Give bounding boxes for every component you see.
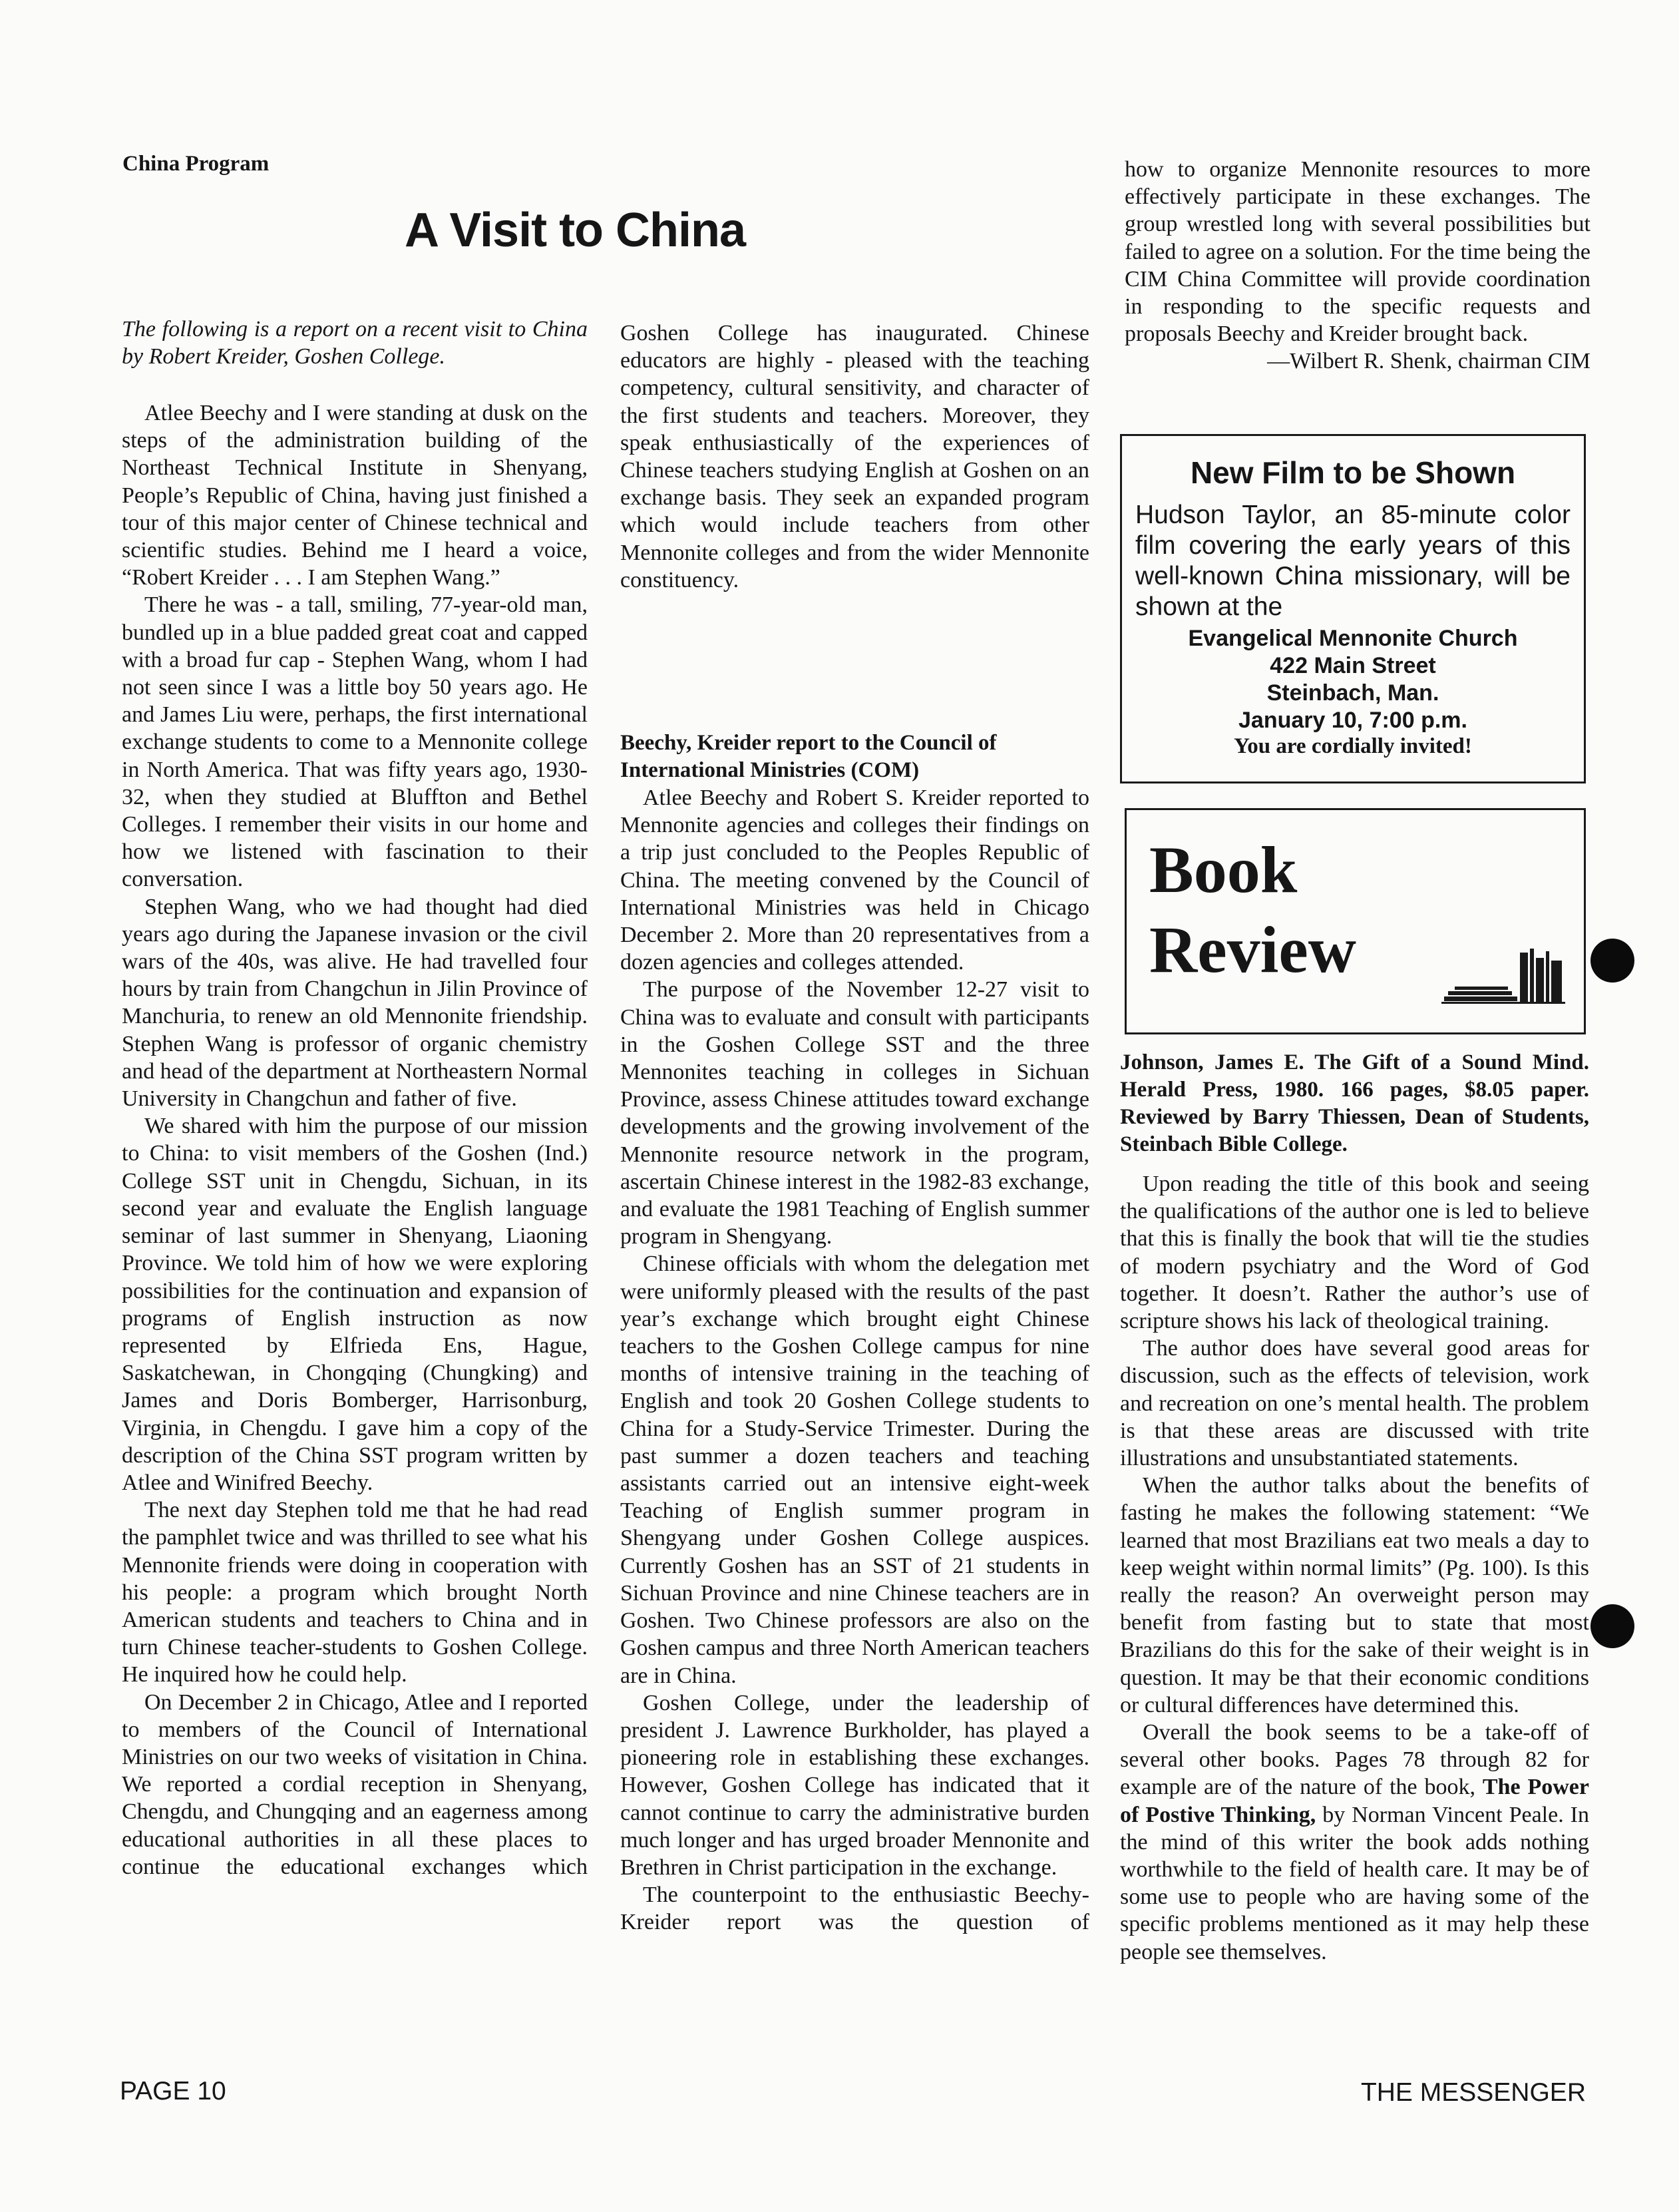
article-paragraph: Goshen College has inaugurated. Chinese educators are highly - pleased with the teaching competency, cultural sensitivity, and character of the first students and teachers. Moreover, they speak enthusiastically of the experiences of Chinese teachers studying English at Goshen on an exchange basis. They seek an expanded program which would include teachers from other Mennonite colleges and from the wider Mennonite constituency. (620, 321, 1089, 592)
review-book-title: The Power of Postive Thinking, (1120, 1775, 1589, 1827)
film-date: January 10, 7:00 p.m. (1238, 708, 1467, 733)
books-icon (1441, 946, 1568, 1006)
report-paragraph: Atlee Beechy and Robert S. Kreider reported to Mennonite agencies and colleges their findings on a trip just concluded to the Peoples Republic of China. The meeting convened by the Council of International Ministries was held in Chicago December 2. More than 20 representatives from a dozen agencies and colleges attended. (620, 785, 1089, 975)
publication-name: THE MESSENGER (1360, 2078, 1586, 2107)
film-announcement-box (1120, 434, 1586, 783)
section-label: China Program (122, 152, 270, 176)
review-last-text-1: Overall the book seems to be a take-off of several other books. Pages 78 through 82 for example are of the nature of the book, (1120, 1720, 1589, 1800)
review-paragraph (1120, 1719, 1589, 1966)
film-street: 422 Main Street (1270, 653, 1436, 678)
review-citation: Johnson, James E. The Gift of a Sound Mind. Herald Press, 1980. 166 pages, $8.05 paper. Reviewed by Barry Thiessen, Dean of Students, Steinbach Bible College. (1120, 1050, 1589, 1156)
report-section (620, 730, 1089, 1936)
review-text (1120, 1049, 1589, 1966)
article-paragraph: how to organize Mennonite resources to more effectively participate in these exchanges. The group wrestled long with several possibilities but failed to agree on a solution. For the time being the CIM China Committee will provide coordination in responding to the specific requests and proposals Beechy and Kreider brought back. (1125, 157, 1590, 347)
review-last-text-2: by Norman Vincent Peale. In the mind of this writer the book adds nothing worthwhile to the field of health care. It may be of some use to people who are having some of the specific problems mentioned as it may help these people see themselves. (1120, 1802, 1589, 1964)
film-venue: Evangelical Mennonite Church (1188, 626, 1518, 651)
article-column-1 (122, 399, 588, 1880)
review-paragraph: Upon reading the title of this book and seeing the qualifications of the author one is led to believe that this is finally the book that will tie the studies of modern psychiatry and the Word of God together. It doesn’t. Rather the author’s use of scripture shows his lack of theological training. (1120, 1172, 1589, 1334)
article-paragraph: The next day Stephen told me that he had read the pamphlet twice and was thrilled to see what his Mennonite friends were doing in cooperation with his people: a program which brought North American students and teachers to China and in turn Chinese teacher-students to Goshen College. He inquired how he could help. (122, 1498, 588, 1687)
film-invitation: You are cordially invited! (1234, 734, 1472, 758)
article-paragraph: Stephen Wang, who we had thought had died years ago during the Japanese invasion or the civil wars of the 40s, was alive. He had travelled four hours by train from Changchun in Jilin Province of Manchuria, to renew an old Mennonite friendship. Stephen Wang is professor of organic chemistry and head of the department at Northeastern Normal University in Changchun and father of five. (122, 894, 588, 1112)
book-review-word-2: Review (1149, 913, 1356, 987)
book-review-box (1125, 808, 1586, 1034)
report-paragraph: The purpose of the November 12-27 visit to China was to evaluate and consult with participants in the Goshen College SST and the three Mennonites teaching in colleges in Sichuan Province, assess Chinese attitudes toward exchange developments and the growing involvement of the Mennonite resource network in the program, ascertain Chinese interest in the 1982-83 exchange, and evaluate the 1981 Teaching of English summer program in Shengyang. (620, 977, 1089, 1249)
signature: —Wilbert R. Shenk, chairman CIM (1267, 349, 1590, 374)
book-review-word-1: Book (1149, 833, 1298, 907)
article-column-3 (1125, 156, 1590, 375)
article-intro (122, 316, 588, 370)
article-paragraph: On December 2 in Chicago, Atlee and I reported to members of the Council of International Ministries on our two weeks of visitation in China. We reported a cordial reception in Shenyang, Chengdu, and Chungqing and an eagerness among educational authorities in all these places to continue the educational exchanges which (122, 1689, 588, 1879)
binding-hole (1590, 1604, 1634, 1648)
report-paragraph: Chinese officials with whom the delegation met were uniformly pleased with the results of the past year’s exchange which brought eight Chinese teachers to the Goshen College campus for nine months of intensive training in the teaching of English and took 20 Goshen College students to China for a Study-Service Trimester. During the past summer a dozen teachers and teaching assistants carried out an intensive eight-week Teaching of English summer program in Shengyang under Goshen College auspices. Currently Goshen has an SST of 21 students in Sichuan Province and nine Chinese teachers are in Goshen. Two Chinese professors are also on the Goshen campus and three North American teachers are in China. (620, 1251, 1089, 1688)
film-heading: New Film to be Shown (1190, 455, 1516, 490)
article-paragraph: Atlee Beechy and I were standing at dusk on the steps of the administration building of the Northeast Technical Institute in Shenyang, People’s Republic of China, having just finished a tour of this major center of Chinese technical and scientific studies. Behind me I heard a voice, “Robert Kreider . . . I am Stephen Wang.” (122, 401, 588, 590)
film-town: Steinbach, Man. (1266, 680, 1439, 706)
intro-text: The following is a report on a recent visit to China by Robert Kreider, Goshen College. (122, 317, 588, 369)
binding-hole (1590, 939, 1634, 983)
report-heading: Beechy, Kreider report to the Council of International Ministries (COM) (620, 731, 997, 782)
page-title: A Visit to China (405, 204, 746, 257)
report-paragraph: Goshen College, under the leadership of president J. Lawrence Burkholder, has played a pioneering role in establishing these exchanges. However, Goshen College has indicated that it cannot continue to carry the administrative burden much longer and has urged broader Mennonite and Brethren in Christ participation in the exchange. (620, 1690, 1089, 1880)
review-paragraph: When the author talks about the benefits of fasting he makes the following statement: “We learned that most Brazilians eat two meals a day to keep weight within normal limits” (Pg. 100). Is this really the reason? An overweight person may benefit from fasting but to state that most Brazilians do this for the sake of their weight is in question. It may be that their economic conditions or cultural differences have determined this. (1120, 1473, 1589, 1717)
page-number: PAGE 10 (120, 2077, 226, 2105)
article-paragraph: We shared with him the purpose of our mission to China: to visit members of the Goshen (Ind.) College SST unit in Chengdu, Sichuan, in its second year and evaluate the English language seminar of last summer in Shenyang, Liaoning Province. We told him of how we were exploring possibilities for the continuation and expansion of programs of English instruction as now represented by Elfrieda Ens, Hague, Saskatchewan, in Chongqing (Chungking) and James and Doris Bomberger, Harrisonburg, Virginia, in Chengdu. I gave him a copy of the description of the China SST program written by Atlee and Winifred Beechy. (122, 1114, 588, 1495)
article-paragraph: There he was - a tall, smiling, 77-year-old man, bundled up in a blue padded great coat and capped with a broad fur cap - Stephen Wang, whom I had not seen since I was a little boy 50 years ago. He and James Liu were, perhaps, the first international exchange students to come to a Mennonite college in North America. That was fifty years ago, 1930-32, when they studied at Bluffton and Bethel Colleges. I remember their visits in our home and how we listened with fascination to their conversation. (122, 592, 588, 892)
report-paragraph: The counterpoint to the enthusiastic Beechy-Kreider report was the question of (620, 1882, 1089, 1935)
review-paragraph: The author does have several good areas for discussion, such as the effects of television, work and recreation on one’s mental health. The problem is that these areas are discussed with trite illustrations and unsubstantiated statements. (1120, 1336, 1589, 1471)
article-column-2 (620, 320, 1089, 594)
film-description: Hudson Taylor, an 85-minute color film covering the early years of this well-known China missionary, will be shown at the (1135, 501, 1571, 621)
